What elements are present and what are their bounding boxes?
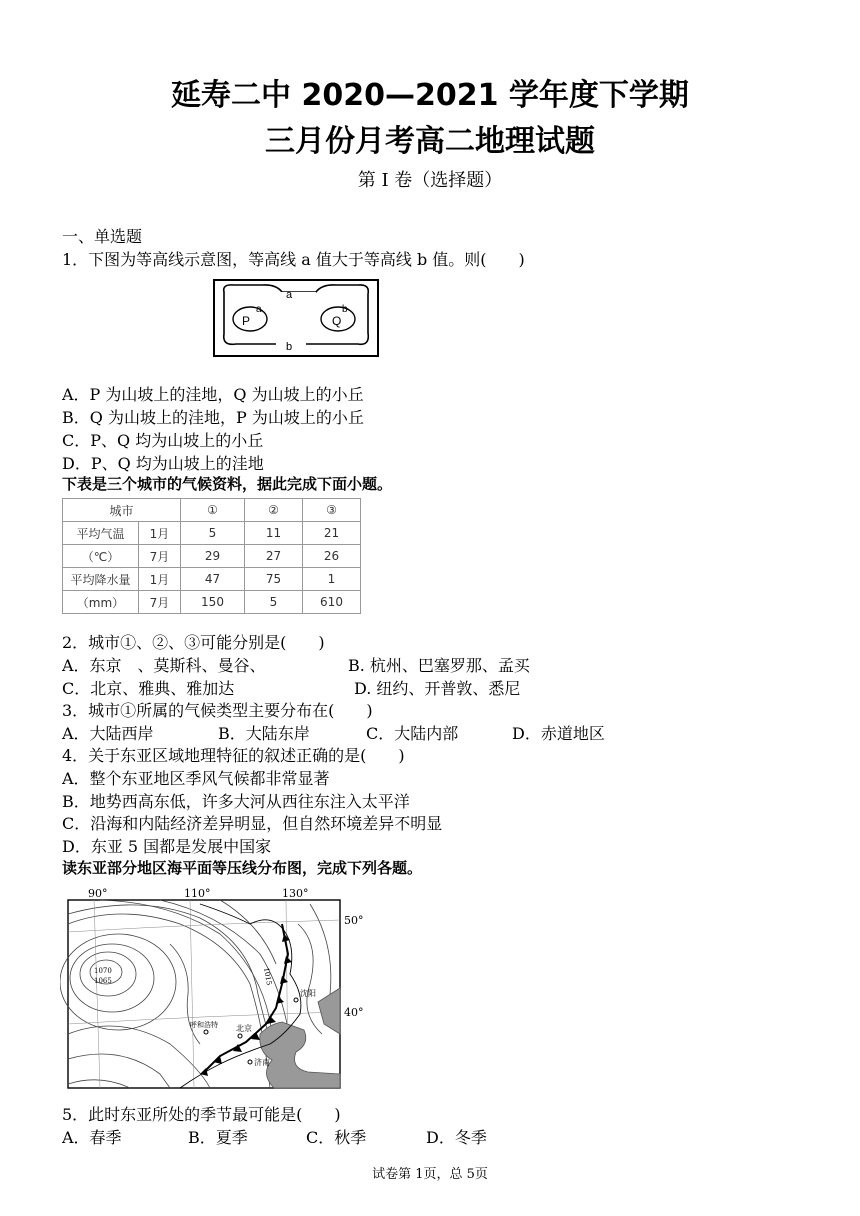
contour-label-bottom: b	[286, 341, 293, 353]
table-header-city2: ②	[245, 499, 303, 522]
table-month-jul: 7月	[139, 591, 181, 614]
map-lon-110: 110°	[184, 887, 211, 900]
q3-stem: 3．城市①所属的气候类型主要分布在( )	[62, 701, 373, 720]
table-label-temp: 平均气温	[63, 522, 139, 545]
map-lon-90: 90°	[88, 887, 108, 900]
table-cell: 5	[245, 591, 303, 614]
contour-diagram	[212, 278, 380, 358]
q1-option-d: D．P、Q 均为山坡上的洼地	[62, 454, 264, 473]
high-pressure-1065: 1065	[94, 977, 112, 985]
table-intro: 下表是三个城市的气候资料，据此完成下面小题。	[62, 475, 393, 493]
table-cell: 150	[181, 591, 245, 614]
q2-stem: 2．城市①、②、③可能分别是( )	[62, 633, 325, 652]
q5-option-d: D．冬季	[426, 1128, 487, 1147]
part-heading: 一、单选题	[62, 227, 143, 246]
q4-option-c: C．沿海和内陆经济差异明显，但自然环境差异不明显	[62, 814, 443, 833]
q4-option-b: B．地势西高东低，许多大河从西往东注入太平洋	[62, 792, 410, 811]
q2-option-c: C．北京、雅典、雅加达	[62, 679, 235, 698]
q4-option-d: D．东亚 5 国都是发展中国家	[62, 837, 272, 856]
contour-label-top: a	[286, 289, 293, 301]
isobar-map	[60, 884, 380, 1094]
page-footer: 试卷第 1页，总 5页	[372, 1167, 488, 1182]
q5-option-a: A．春季	[62, 1128, 122, 1147]
high-pressure-1070: 1070	[94, 967, 112, 975]
q1-option-c: C．P、Q 均为山坡上的小丘	[62, 431, 264, 450]
isobar-label: 1015	[262, 966, 274, 986]
city-jinan: 济南	[254, 1058, 270, 1067]
table-cell: 610	[303, 591, 361, 614]
q5-stem: 5．此时东亚所处的季节最可能是( )	[62, 1105, 341, 1124]
table-month-jan: 1月	[139, 522, 181, 545]
table-cell: 26	[303, 545, 361, 568]
contour-p-label-a: a	[256, 304, 262, 315]
table-cell: 27	[245, 545, 303, 568]
table-cell: 21	[303, 522, 361, 545]
table-month-jul: 7月	[139, 545, 181, 568]
q1-option-b: B．Q 为山坡上的洼地，P 为山坡上的小丘	[62, 408, 364, 427]
table-header-city1: ①	[181, 499, 245, 522]
q1-option-a: A．P 为山坡上的洼地，Q 为山坡上的小丘	[62, 385, 364, 404]
q4-stem: 4．关于东亚区域地理特征的叙述正确的是( )	[62, 746, 405, 765]
table-cell: 75	[245, 568, 303, 591]
table-label-precip-unit: （mm）	[63, 591, 139, 614]
q5-option-c: C．秋季	[306, 1128, 367, 1147]
q4-option-a: A．整个东亚地区季风气候都非常显著	[62, 769, 330, 788]
table-cell: 47	[181, 568, 245, 591]
table-header-city: 城市	[63, 499, 181, 522]
q5-option-b: B．夏季	[188, 1128, 248, 1147]
q1-stem: 1．下图为等高线示意图，等高线 a 值大于等高线 b 值。则( )	[62, 250, 525, 269]
table-cell: 29	[181, 545, 245, 568]
section-title: 第 I 卷（选择题）	[357, 170, 503, 191]
contour-q-label-b: b	[342, 304, 348, 315]
climate-table	[62, 498, 361, 614]
q3-option-a: A．大陆西岸	[62, 724, 154, 743]
map-lat-50: 50°	[344, 914, 364, 927]
point-p-label: P	[242, 314, 251, 328]
map-intro: 读东亚部分地区海平面等压线分布图，完成下列各题。	[62, 859, 423, 877]
q2-option-a: A．东京 、莫斯科、曼谷、	[62, 656, 266, 675]
city-hohhot: 呼和浩特	[190, 1021, 218, 1029]
table-label-precip: 平均降水量	[63, 568, 139, 591]
q3-option-c: C．大陆内部	[366, 724, 459, 743]
city-beijing: 北京	[236, 1024, 252, 1033]
q3-option-b: B．大陆东岸	[218, 724, 310, 743]
table-cell: 11	[245, 522, 303, 545]
table-cell: 5	[181, 522, 245, 545]
map-lon-130: 130°	[282, 887, 309, 900]
point-q-label: Q	[332, 314, 342, 328]
table-label-temp-unit: （℃）	[63, 545, 139, 568]
q2-option-b: B. 杭州、巴塞罗那、孟买	[348, 656, 530, 675]
table-header-city3: ③	[303, 499, 361, 522]
table-month-jan: 1月	[139, 568, 181, 591]
q3-option-d: D．赤道地区	[512, 724, 605, 743]
table-cell: 1	[303, 568, 361, 591]
exam-title-line2: 三月份月考高二地理试题	[265, 124, 595, 159]
map-lat-40: 40°	[344, 1006, 364, 1019]
exam-title-line1: 延寿二中 2020—2021 学年度下学期	[171, 78, 689, 113]
q2-option-d: D. 纽约、开普敦、悉尼	[354, 679, 521, 698]
city-shenyang: 沈阳	[300, 989, 316, 998]
